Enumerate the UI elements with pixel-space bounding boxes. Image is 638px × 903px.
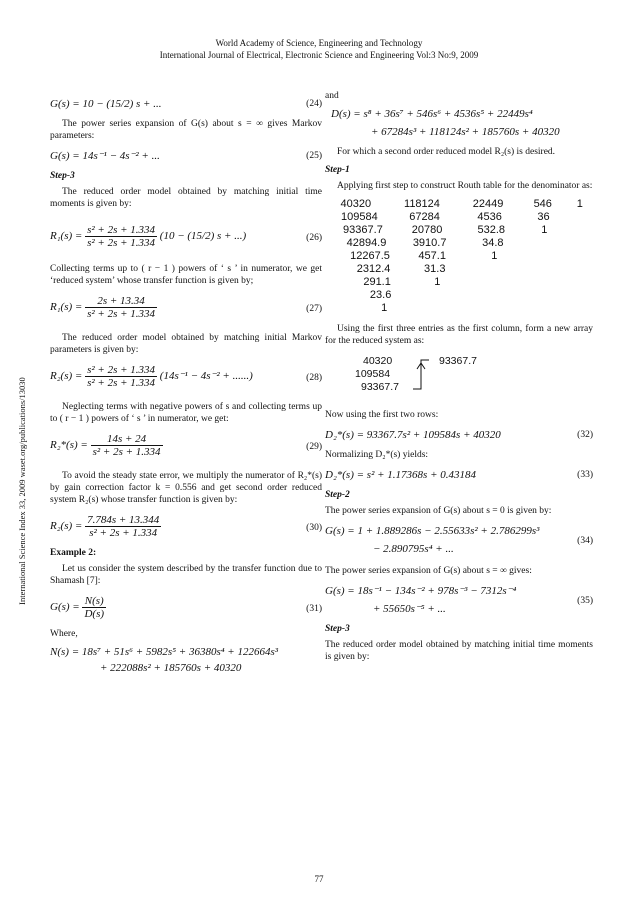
equation-26 [50,224,322,249]
fraction-numerator: 2s + 13.34 [85,295,157,308]
paragraph: To avoid the steady state error, we multiply the numerator of R₂*(s) by gain correction factor k = 0.556 and get second order reduced system R₂(s) whose transfer function is given by: [50,471,322,505]
journal-header-line2: International Journal of Electrical, Electronic Science and Engineering Vol:3 No:9, 2009 [159,50,479,60]
routh-cell [467,263,524,276]
routh-cell: 1 [576,198,583,210]
step-heading: Step-3 [50,171,75,181]
routh-cell: 291.1 [363,276,391,288]
routh-cell: 2312.4 [356,263,391,275]
routh-cell: 31.3 [424,263,446,275]
equation-D-line2: + 67284s³ + 118124s² + 185760s + 40320 [371,126,560,138]
routh-cell [523,250,568,263]
routh-row [325,276,593,289]
page-number: 77 [314,874,324,884]
routh-cell [568,237,593,250]
equation-34-line1: G(s) = 1 + 1.889286s − 2.55633s² + 2.786299s³ [325,525,540,537]
routh-cell: 1 [381,302,388,314]
routh-cell [522,237,567,250]
equation-24 [50,98,322,110]
routh-cell: 546 [533,198,552,210]
array-entry: 109584 [355,368,391,380]
equation-28 [50,364,322,389]
equation-35-line1: G(s) = 18s⁻¹ − 134s⁻² + 978s⁻³ − 7312s⁻⁴ [325,585,517,597]
routh-cell: 23.6 [369,289,392,301]
routh-cell [524,263,568,276]
reduced-array [355,355,593,397]
equation-34-line2: − 2.890795s⁴ + ... [373,543,454,555]
routh-cell: 22449 [472,198,504,210]
routh-cell: 1 [491,250,498,262]
fraction-numerator: s² + 2s + 1.334 [87,364,156,376]
routh-cell: 40320 [340,198,372,210]
routh-cell: 1 [434,276,441,288]
equation-29-lhs: R₂*(s) = [50,439,88,452]
fraction-denominator: s² + 2s + 1.334 [87,377,156,389]
equation-33-text: D₂*(s) = s² + 1.17368s + 0.43184 [325,469,477,481]
routh-row [325,289,593,302]
routh-cell: 532.8 [477,224,505,236]
equation-27-fraction [85,295,157,320]
equation-31-number: (31) [306,604,322,614]
paragraph: The reduced order model obtained by matching initial time moments is given by: [50,187,322,209]
equation-25-text: G(s) = 14s⁻¹ − 4s⁻² + ... [50,150,160,162]
equation-32-number: (32) [577,430,593,440]
example-heading: Example 2: [50,548,97,558]
equation-28-fraction [85,364,157,389]
routh-cell [567,224,593,237]
routh-row [325,224,593,237]
equation-30 [50,514,322,539]
routh-cell [528,302,570,315]
routh-cell: 1 [541,224,548,236]
fraction-numerator: 7.784s + 13.344 [87,514,160,526]
paragraph: The power series expansion of G(s) about s = 0 is given by: [325,506,552,516]
equation-34 [325,525,593,555]
fraction-denominator: D(s) [84,608,105,620]
routh-cell: 93367.7 [343,224,383,236]
equation-35 [325,585,593,615]
journal-header-line1: World Academy of Science, Engineering and Technology [215,38,423,48]
routh-cell [568,250,593,263]
array-entry: 93367.7 [439,355,477,367]
step-heading: Step-2 [325,490,350,500]
equation-28-number: (28) [306,373,322,383]
equation-24-number: (24) [306,99,322,109]
routh-row [325,237,593,250]
routh-cell [569,276,593,289]
routh-cell [527,289,570,302]
routh-cell: 20780 [411,224,443,236]
equation-32-text: D₂*(s) = 93367.7s² + 109584s + 40320 [325,429,501,441]
equation-30-lhs: R₂(s) = [50,520,83,533]
fraction-denominator: s² + 2s + 1.334 [89,527,158,539]
equation-26-number: (26) [306,233,322,243]
paragraph: Applying first step to construct Routh table for the denominator as: [337,181,593,191]
equation-27 [50,295,322,320]
routh-cell: 118124 [404,198,440,210]
equation-29-fraction [91,433,163,458]
paragraph: Neglecting terms with negative powers of s and collecting terms up to ( r − 1 ) powers of ‘ s ’ in numerator, we get: [50,402,322,424]
routh-row [325,263,593,276]
array-entry: 40320 [363,355,393,367]
routh-cell [471,289,526,302]
step-heading: Step-1 [325,165,350,175]
routh-cell: 457.1 [418,250,446,262]
routh-cell: 4536 [477,211,502,223]
equation-35-number: (35) [577,596,593,606]
routh-cell [526,276,569,289]
routh-cell [408,289,471,302]
array-entry: 93367.7 [361,381,399,393]
and-label: and [325,91,339,101]
routh-row [325,302,593,315]
routh-cell: 42894.9 [346,237,387,249]
routh-cell [411,302,473,315]
equation-31 [50,595,322,620]
routh-row [325,250,593,263]
fraction-denominator: s² + 2s + 1.334 [87,308,156,320]
equation-31-lhs: G(s) = [50,601,80,614]
fraction-numerator: 14s + 24 [91,433,163,446]
equation-25 [50,150,322,162]
side-index-text: International Science Index 33, 2009 waset.org/publications/13030 [17,377,27,605]
equation-34-number: (34) [577,536,593,546]
fraction-numerator: N(s) [82,595,106,608]
equation-28-lhs: R₂(s) = [50,370,83,383]
step-heading: Step-3 [325,624,350,634]
equation-N-line2: + 222088s² + 185760s + 40320 [100,662,242,674]
equation-25-number: (25) [306,151,322,161]
routh-row [325,211,593,224]
routh-cell [567,211,593,224]
routh-cell [469,276,525,289]
fraction-denominator: s² + 2s + 1.334 [87,237,156,249]
paragraph: The power series expansion of G(s) about s = ∞ gives Markov parameters: [50,119,322,141]
paragraph: Let us consider the system described by the transfer function due to Shamash [7]: [50,564,322,586]
equation-27-lhs: R₁(s) = [50,301,83,314]
left-column [50,90,322,674]
routh-cell: 109584 [341,211,378,223]
equation-N-line1: N(s) = 18s⁷ + 51s⁶ + 5982s⁵ + 36380s⁴ + 122664s³ [50,646,279,658]
equation-33 [325,469,593,481]
equation-32 [325,429,593,441]
routh-cell [569,289,593,302]
paragraph: Now using the first two rows: [325,410,439,420]
equation-29 [50,433,322,458]
equation-33-number: (33) [577,470,593,480]
equation-30-number: (30) [306,523,322,533]
fraction-denominator: s² + 2s + 1.334 [92,446,161,458]
routh-cell [473,302,527,315]
routh-cell: 12267.5 [350,250,390,262]
paragraph: For which a second order reduced model R₂(s) is desired. [337,147,556,157]
equation-26-rest: (10 − (15/2) s + ...) [159,230,247,243]
routh-cell: 67284 [409,211,440,223]
equation-27-number: (27) [306,304,322,314]
equation-26-fraction [85,224,157,249]
paragraph: Using the first three entries as the first column, form a new array for the reduced system as: [325,324,593,346]
paragraph: Normalizing D₂*(s) yields: [325,450,429,460]
routh-cell [570,302,593,315]
fraction-numerator: s² + 2s + 1.334 [87,224,156,236]
equation-30-fraction [85,514,161,539]
equation-26-lhs: R₁(s) = [50,230,83,243]
equation-24-text: G(s) = 10 − (15/2) s + ... [50,98,162,110]
routh-row [325,198,593,211]
routh-cell: 3910.7 [412,237,447,249]
paragraph: Collecting terms up to ( r − 1 ) powers of ‘ s ’ in numerator, we get ‘reduced system’ whose transfer function is given by; [50,264,322,286]
equation-29-number: (29) [306,442,322,452]
paragraph: The reduced order model obtained by matching initial time moments is given by: [325,640,593,662]
right-column [325,90,593,669]
equation-31-fraction [82,595,106,620]
where-label: Where, [50,629,78,639]
paragraph: The power series expansion of G(s) about s = ∞ gives: [325,566,532,576]
routh-cell [569,263,593,276]
routh-cell: 36 [537,211,550,223]
equation-35-line2: + 55650s⁻⁵ + ... [373,603,446,615]
equation-D-line1: D(s) = s⁸ + 36s⁷ + 546s⁶ + 4536s⁵ + 22449s⁴ [331,108,533,120]
equation-28-rest: (14s⁻¹ − 4s⁻² + ......) [159,370,253,383]
routh-cell: 34.8 [482,237,504,249]
routh-table [325,198,593,315]
arrow-connector [411,355,437,397]
paragraph: The reduced order model obtained by matching initial Markov parameters is given by: [50,333,322,355]
